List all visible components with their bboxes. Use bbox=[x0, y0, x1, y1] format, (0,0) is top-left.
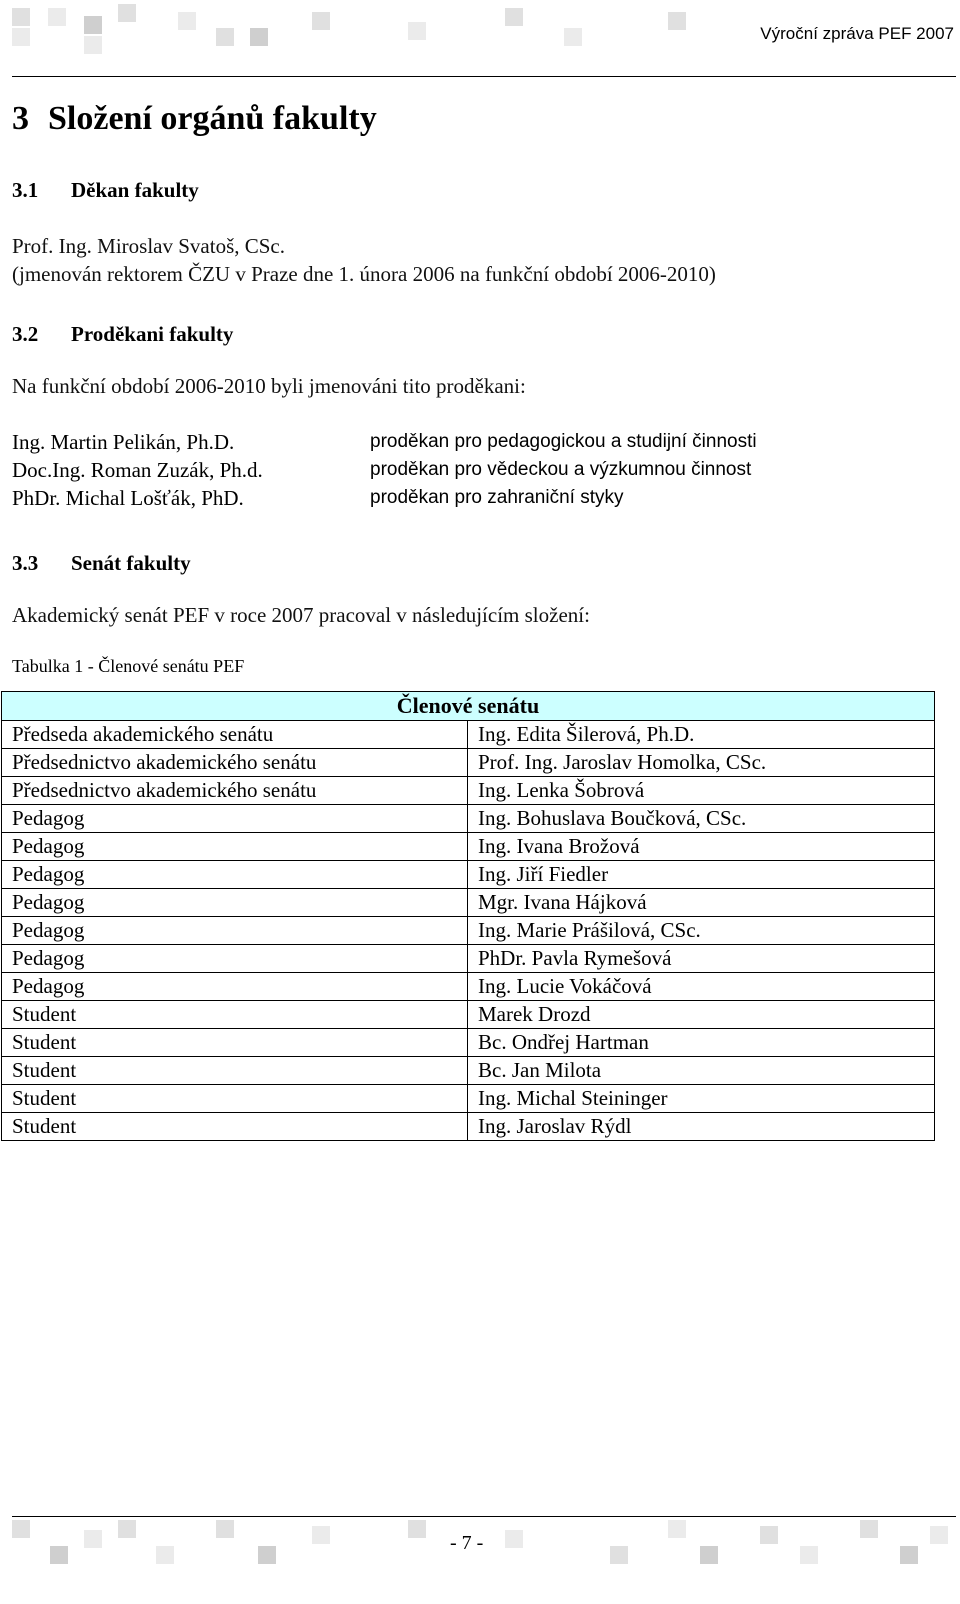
member-cell: Ing. Edita Šilerová, Ph.D. bbox=[468, 721, 935, 749]
decor-square bbox=[760, 1526, 778, 1544]
decor-square bbox=[668, 1520, 686, 1538]
decor-square bbox=[118, 4, 136, 22]
decor-square bbox=[900, 1546, 918, 1564]
decor-square bbox=[12, 28, 30, 46]
role-cell: Student bbox=[2, 1113, 468, 1141]
member-cell: Ing. Lenka Šobrová bbox=[468, 777, 935, 805]
footer-rule bbox=[12, 1516, 956, 1517]
decor-square bbox=[700, 1546, 718, 1564]
decor-square bbox=[668, 12, 686, 30]
table-row bbox=[2, 1057, 935, 1085]
role-cell: Student bbox=[2, 1001, 468, 1029]
member-cell: Ing. Bohuslava Boučková, CSc. bbox=[468, 805, 935, 833]
decor-square bbox=[408, 1520, 426, 1538]
role-cell: Pedagog bbox=[2, 861, 468, 889]
decor-square bbox=[178, 12, 196, 30]
decor-square bbox=[84, 1530, 102, 1548]
vice-dean-name: PhDr. Michal Lošťák, PhD. bbox=[12, 486, 244, 510]
section-title: Proděkani fakulty bbox=[71, 322, 234, 346]
decor-square bbox=[12, 1520, 30, 1538]
role-cell: Pedagog bbox=[2, 805, 468, 833]
role-cell: Předsednictvo akademického senátu bbox=[2, 777, 468, 805]
table-row bbox=[2, 889, 935, 917]
member-cell: Ing. Marie Prášilová, CSc. bbox=[468, 917, 935, 945]
decor-square bbox=[118, 1520, 136, 1538]
member-cell: Bc. Ondřej Hartman bbox=[468, 1029, 935, 1057]
table-row bbox=[2, 777, 935, 805]
vice-dean-name: Ing. Martin Pelikán, Ph.D. bbox=[12, 430, 235, 454]
decor-square bbox=[564, 28, 582, 46]
dean-note: (jmenován rektorem ČZU v Praze dne 1. února 2006 na funkční období 2006-2010) bbox=[12, 262, 716, 286]
member-cell: Ing. Lucie Vokáčová bbox=[468, 973, 935, 1001]
role-cell: Předseda akademického senátu bbox=[2, 721, 468, 749]
member-cell: Ing. Ivana Brožová bbox=[468, 833, 935, 861]
table-row bbox=[2, 917, 935, 945]
table-row bbox=[2, 833, 935, 861]
decor-square bbox=[800, 1546, 818, 1564]
decor-square bbox=[156, 1546, 174, 1564]
dean-info bbox=[12, 232, 716, 288]
table-row bbox=[2, 721, 935, 749]
decor-square bbox=[12, 8, 30, 26]
member-cell: Ing. Jaroslav Rýdl bbox=[468, 1113, 935, 1141]
chapter-title: Složení orgánů fakulty bbox=[48, 100, 377, 137]
member-cell: Ing. Jiří Fiedler bbox=[468, 861, 935, 889]
role-cell: Student bbox=[2, 1029, 468, 1057]
table-row bbox=[2, 805, 935, 833]
role-cell: Pedagog bbox=[2, 833, 468, 861]
decor-square bbox=[48, 8, 66, 26]
decor-square bbox=[50, 1546, 68, 1564]
senate-table bbox=[1, 691, 935, 1141]
table-row bbox=[2, 861, 935, 889]
chapter-number: 3 bbox=[12, 100, 29, 137]
table-row bbox=[2, 973, 935, 1001]
role-cell: Pedagog bbox=[2, 889, 468, 917]
vice-dean-role: proděkan pro vědeckou a výzkumnou činnost bbox=[370, 459, 752, 480]
decor-square bbox=[860, 1520, 878, 1538]
decor-square bbox=[505, 8, 523, 26]
vice-dean-role: proděkan pro zahraniční styky bbox=[370, 487, 624, 508]
member-cell: Mgr. Ivana Hájková bbox=[468, 889, 935, 917]
table-header: Členové senátu bbox=[2, 692, 935, 721]
section-number: 3.2 bbox=[12, 322, 39, 346]
table-caption: Tabulka 1 - Členové senátu PEF bbox=[12, 656, 245, 676]
decor-square bbox=[216, 1520, 234, 1538]
member-cell: Marek Drozd bbox=[468, 1001, 935, 1029]
role-cell: Pedagog bbox=[2, 973, 468, 1001]
section-number: 3.3 bbox=[12, 551, 39, 575]
role-cell: Předsednictvo akademického senátu bbox=[2, 749, 468, 777]
senate-intro: Akademický senát PEF v roce 2007 pracoval v následujícím složení: bbox=[12, 603, 590, 627]
table-row bbox=[2, 945, 935, 973]
dean-name: Prof. Ing. Miroslav Svatoš, CSc. bbox=[12, 234, 285, 258]
decor-square bbox=[84, 16, 102, 34]
role-cell: Pedagog bbox=[2, 945, 468, 973]
senate-heading bbox=[12, 551, 191, 576]
decor-square bbox=[250, 28, 268, 46]
table-row bbox=[2, 1085, 935, 1113]
decor-square bbox=[505, 1530, 523, 1548]
table-row bbox=[2, 1001, 935, 1029]
dean-heading bbox=[12, 178, 199, 203]
decor-square bbox=[930, 1526, 948, 1544]
member-cell: Ing. Michal Steininger bbox=[468, 1085, 935, 1113]
decor-square bbox=[408, 22, 426, 40]
decor-square bbox=[258, 1546, 276, 1564]
decor-square bbox=[312, 1526, 330, 1544]
member-cell: PhDr. Pavla Rymešová bbox=[468, 945, 935, 973]
role-cell: Student bbox=[2, 1057, 468, 1085]
member-cell: Bc. Jan Milota bbox=[468, 1057, 935, 1085]
member-cell: Prof. Ing. Jaroslav Homolka, CSc. bbox=[468, 749, 935, 777]
role-cell: Student bbox=[2, 1085, 468, 1113]
section-number: 3.1 bbox=[12, 178, 39, 202]
vice-dean-role: proděkan pro pedagogickou a studijní činnosti bbox=[370, 431, 757, 452]
table-row bbox=[2, 1113, 935, 1141]
header-rule bbox=[12, 76, 956, 77]
section-title: Děkan fakulty bbox=[71, 178, 199, 202]
section-title: Senát fakulty bbox=[71, 551, 191, 575]
page-number: - 7 - bbox=[450, 1532, 484, 1554]
chapter-heading bbox=[12, 100, 377, 138]
vice-dean-name: Doc.Ing. Roman Zuzák, Ph.d. bbox=[12, 458, 263, 482]
decor-square bbox=[312, 12, 330, 30]
table-row bbox=[2, 1029, 935, 1057]
table-header-row bbox=[2, 692, 935, 721]
table-row bbox=[2, 749, 935, 777]
decor-square bbox=[610, 1546, 628, 1564]
header-title: Výroční zpráva PEF 2007 bbox=[760, 24, 954, 43]
decor-square bbox=[84, 36, 102, 54]
decor-square bbox=[216, 28, 234, 46]
vice-dean-heading bbox=[12, 322, 233, 347]
role-cell: Pedagog bbox=[2, 917, 468, 945]
vice-dean-intro: Na funkční období 2006-2010 byli jmenováni tito proděkani: bbox=[12, 374, 526, 398]
